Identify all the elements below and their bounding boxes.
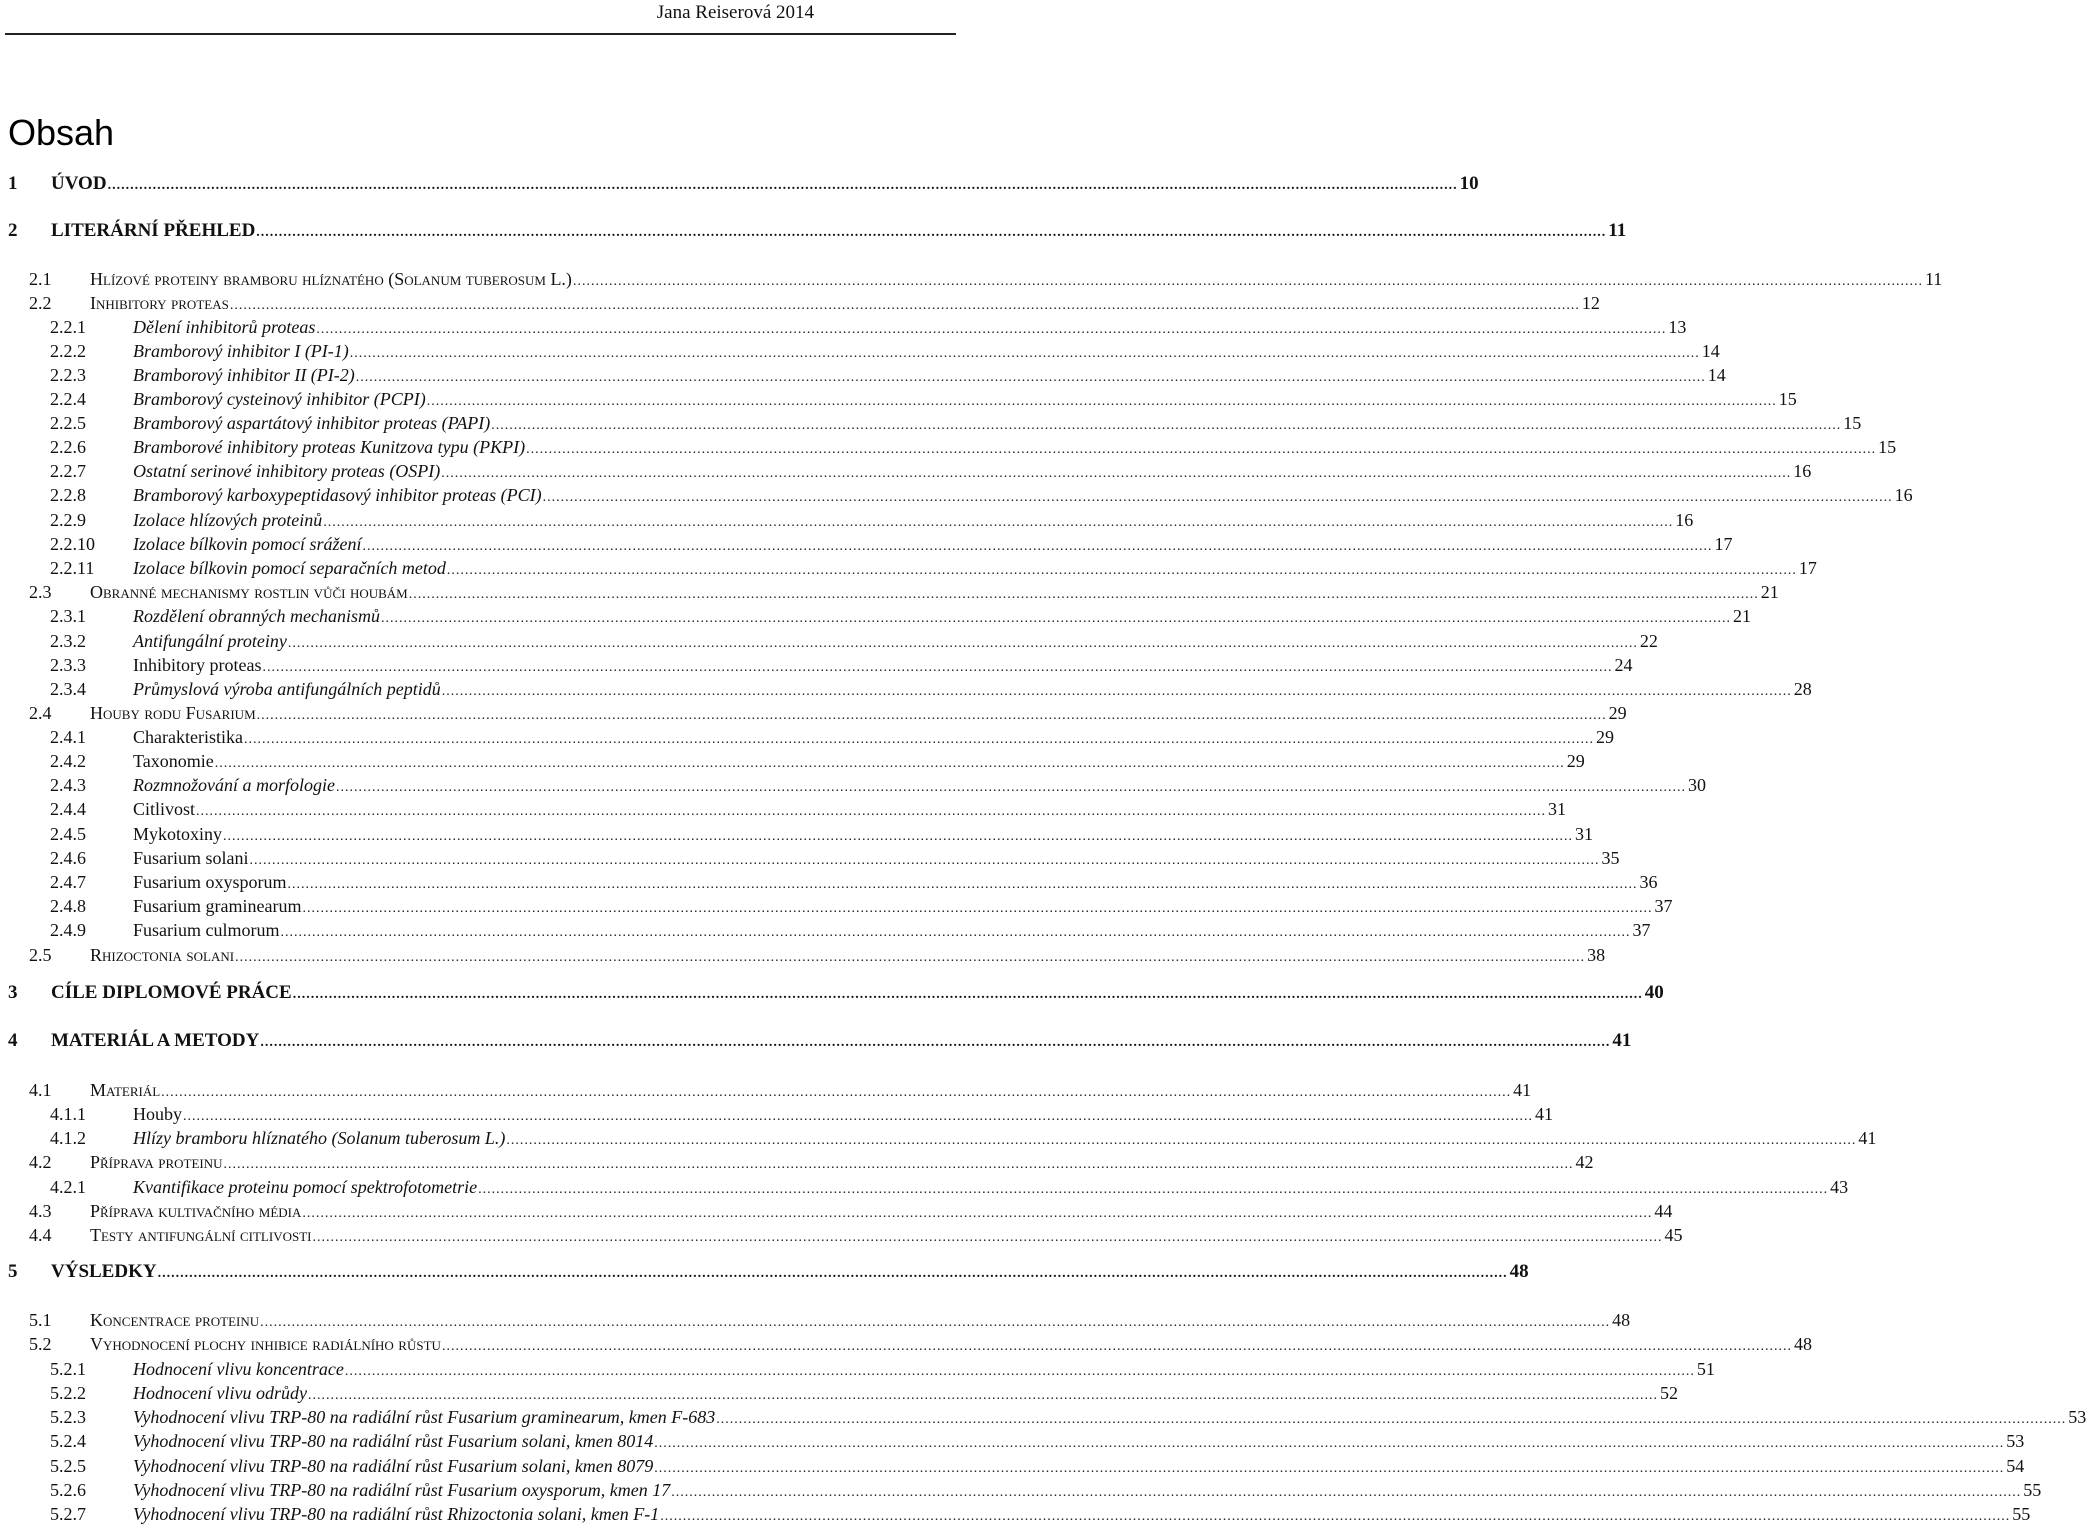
toc-entry-page: 11: [1608, 220, 1627, 241]
toc-entry-title: Ostatní serinové inhibitory proteas (OSPI): [133, 461, 441, 481]
toc-entry-page: 36: [1639, 872, 1658, 892]
toc-entry-number: 2.2.2: [50, 341, 86, 361]
toc-leader-dots: ............................................................................................................................................................................................................................................................................................................: [316, 322, 1667, 337]
toc-entry-page: 53: [2006, 1431, 2025, 1451]
toc-leader-dots: ............................................................................................................................................................................................................................................................................................................: [223, 829, 1574, 844]
toc-leader-dots: ............................................................................................................................................................................................................................................................................................................: [716, 1412, 2067, 1427]
toc-entry-number: 2.4.5: [50, 824, 86, 844]
toc-entry-page: 54: [2006, 1456, 2025, 1476]
toc-entry-number: 2.4: [29, 703, 52, 723]
toc-entry-number: 5.2.2: [50, 1383, 86, 1403]
toc-leader-dots: ............................................................................................................................................................................................................................................................................................................: [302, 1206, 1653, 1221]
toc-entry-number: 2.2.11: [50, 558, 95, 578]
toc-entry[interactable]: [0, 267, 1943, 291]
toc-entry-page: 12: [1581, 293, 1600, 313]
header-rule: [5, 33, 956, 35]
toc-entry-title: Rozdělení obranných mechanismů: [133, 606, 380, 626]
toc-leader-dots: ............................................................................................................................................................................................................................................................................................................: [344, 1364, 1695, 1379]
toc-entry-title: Příprava proteinu: [90, 1152, 223, 1172]
toc-entry-page: 29: [1595, 727, 1614, 747]
toc-leader-dots: ............................................................................................................................................................................................................................................................................................................: [183, 1109, 1533, 1124]
toc-entry[interactable]: [0, 701, 1627, 725]
toc-entry-title: Vyhodnocení vlivu TRP-80 na radiální růst Fusarium solani, kmen 8079: [133, 1456, 654, 1476]
toc-entry[interactable]: [0, 749, 1585, 773]
toc-leader-dots: ............................................................................................................................................................................................................................................................................................................: [302, 901, 1653, 916]
toc-entry-number: 2.3.2: [50, 631, 86, 651]
toc-leader-dots: ............................................................................................................................................................................................................................................................................................................: [223, 1157, 1574, 1172]
toc-entry-number: 5.2.6: [50, 1480, 86, 1500]
toc-entry-page: 40: [1644, 982, 1664, 1003]
toc-entry[interactable]: [0, 981, 1664, 1005]
toc-entry-number: 2.3.1: [50, 606, 86, 626]
toc-entry-page: 29: [1566, 751, 1585, 771]
toc-entry-number: 5.2.1: [50, 1359, 86, 1379]
toc-entry[interactable]: [0, 1381, 1678, 1405]
toc-leader-dots: ............................................................................................................................................................................................................................................................................................................: [506, 1133, 1857, 1148]
toc-entry-page: 35: [1601, 848, 1620, 868]
toc-entry[interactable]: [0, 677, 1812, 701]
toc-leader-dots: ............................................................................................................................................................................................................................................................................................................: [654, 1436, 2005, 1451]
toc-leader-dots: ............................................................................................................................................................................................................................................................................................................: [235, 950, 1586, 965]
toc-entry-page: 17: [1714, 534, 1733, 554]
toc-entry[interactable]: [0, 339, 1720, 363]
toc-leader-dots: ............................................................................................................................................................................................................................................................................................................: [229, 298, 1580, 313]
toc-leader-dots: ............................................................................................................................................................................................................................................................................................................: [336, 780, 1686, 795]
page-title: Obsah: [8, 112, 115, 153]
toc-entry[interactable]: [0, 604, 1751, 628]
toc-entry[interactable]: [0, 894, 1673, 918]
toc-leader-dots: ............................................................................................................................................................................................................................................................................................................: [441, 466, 1792, 481]
toc-entry-title: Bramborový inhibitor I (PI-1): [133, 341, 349, 361]
toc-entry-number: 5.2.5: [50, 1456, 86, 1476]
toc-entry[interactable]: [0, 172, 1479, 196]
toc-entry-title: Hodnocení vlivu odrůdy: [133, 1383, 307, 1403]
toc-entry-title: Inhibitory proteas: [90, 293, 229, 313]
toc-entry-number: 2.5: [29, 945, 52, 965]
toc-entry-title: Vyhodnocení vlivu TRP-80 na radiální růst Rhizoctonia solani, kmen F-1: [133, 1504, 660, 1524]
toc-entry-number: 2.4.7: [50, 872, 86, 892]
toc-leader-dots: ............................................................................................................................................................................................................................................................................................................: [107, 178, 1458, 193]
toc-entry-number: 2.1: [29, 269, 52, 289]
toc-entry-page: 16: [1793, 461, 1812, 481]
page-header: Jana Reiserová 2014: [656, 2, 814, 23]
toc-entry-title: Testy antifungální citlivosti: [90, 1225, 312, 1245]
toc-entry[interactable]: [0, 1260, 1529, 1284]
toc-entry-number: 2.3: [29, 582, 52, 602]
toc-entry-number: 2.2.7: [50, 461, 86, 481]
toc-entry[interactable]: [0, 918, 1651, 942]
toc-leader-dots: ............................................................................................................................................................................................................................................................................................................: [214, 756, 1565, 771]
toc-leader-dots: ............................................................................................................................................................................................................................................................................................................: [380, 611, 1731, 626]
toc-entry[interactable]: [0, 1332, 1812, 1356]
toc-entry[interactable]: [0, 1429, 2025, 1453]
toc-entry-number: 5: [8, 1261, 18, 1282]
toc-entry-number: 2.3.4: [50, 679, 86, 699]
toc-entry[interactable]: [0, 725, 1614, 749]
toc-entry-page: 21: [1732, 606, 1751, 626]
toc-entry-number: 2.4.1: [50, 727, 86, 747]
toc-leader-dots: ............................................................................................................................................................................................................................................................................................................: [491, 418, 1842, 433]
toc-leader-dots: ............................................................................................................................................................................................................................................................................................................: [572, 274, 1923, 289]
toc-entry-page: 10: [1459, 173, 1479, 194]
toc-leader-dots: ............................................................................................................................................................................................................................................................................................................: [287, 636, 1638, 651]
toc-entry-number: 2.2.9: [50, 510, 86, 530]
toc-entry-page: 30: [1688, 775, 1706, 795]
toc-entry[interactable]: [0, 943, 1606, 967]
toc-leader-dots: ............................................................................................................................................................................................................................................................................................................: [362, 539, 1713, 554]
toc-entry-title: Koncentrace proteinu: [90, 1310, 260, 1330]
toc-leader-dots: ............................................................................................................................................................................................................................................................................................................: [256, 708, 1607, 723]
toc-entry-page: 17: [1798, 558, 1817, 578]
toc-entry-title: Bramborový inhibitor II (PI-2): [133, 365, 355, 385]
toc-leader-dots: ............................................................................................................................................................................................................................................................................................................: [478, 1182, 1829, 1197]
toc-entry-title: Bramborový karboxypeptidasový inhibitor proteas (PCI): [133, 485, 542, 505]
toc-entry-page: 37: [1654, 896, 1673, 916]
toc-entry-title: Taxonomie: [133, 751, 214, 771]
toc-entry-page: 41: [1535, 1104, 1553, 1124]
toc-entry[interactable]: [0, 1478, 2042, 1502]
toc-entry[interactable]: [0, 387, 1797, 411]
toc-entry[interactable]: [0, 1102, 1553, 1126]
toc-entry-page: 16: [1675, 510, 1694, 530]
toc-entry-number: 4.2.1: [50, 1177, 86, 1197]
toc-entry-number: 5.1: [29, 1310, 52, 1330]
toc-entry-number: 2.3.3: [50, 655, 86, 675]
toc-entry-number: 2.2.5: [50, 413, 86, 433]
toc-entry-title: Fusarium oxysporum: [133, 872, 287, 892]
toc-entry[interactable]: [0, 1357, 1715, 1381]
toc-leader-dots: ............................................................................................................................................................................................................................................................................................................: [256, 225, 1607, 240]
toc-entry-page: 11: [1924, 269, 1943, 289]
toc-entry-number: 2.2.6: [50, 437, 86, 457]
toc-entry-title: Houby rodu Fusarium: [90, 703, 256, 723]
toc-entry[interactable]: [0, 291, 1600, 315]
toc-entry-title: Kvantifikace proteinu pomocí spektrofotometrie: [133, 1177, 478, 1197]
toc-leader-dots: ............................................................................................................................................................................................................................................................................................................: [307, 1388, 1658, 1403]
toc-leader-dots: ............................................................................................................................................................................................................................................................................................................: [349, 346, 1700, 361]
toc-entry-number: 2.4.8: [50, 896, 86, 916]
toc-entry[interactable]: [0, 629, 1658, 653]
toc-entry-page: 14: [1701, 341, 1720, 361]
toc-leader-dots: ............................................................................................................................................................................................................................................................................................................: [287, 877, 1638, 892]
toc-entry-title: Inhibitory proteas: [133, 655, 262, 675]
toc-entry-number: 2: [8, 220, 18, 241]
toc-entry-title: Izolace hlízových proteinů: [133, 510, 323, 530]
toc-leader-dots: ............................................................................................................................................................................................................................................................................................................: [260, 1035, 1611, 1050]
toc-entry-page: 22: [1639, 631, 1658, 651]
toc-leader-dots: ............................................................................................................................................................................................................................................................................................................: [441, 684, 1792, 699]
toc-entry[interactable]: [0, 822, 1594, 846]
toc-entry[interactable]: [0, 1078, 1532, 1102]
toc-entry-number: 2.2.4: [50, 389, 86, 409]
toc-entry-title: Charakteristika: [133, 727, 243, 747]
toc-entry-number: 5.2.3: [50, 1407, 86, 1427]
toc-entry[interactable]: [0, 1502, 2031, 1526]
toc-entry-title: Izolace bílkovin pomocí separačních metod: [133, 558, 446, 578]
toc-entry-page: 13: [1668, 317, 1687, 337]
toc-entry-page: 41: [1612, 1030, 1632, 1051]
toc-entry-title: Houby: [133, 1104, 182, 1124]
toc-entry-title: Vyhodnocení plochy inhibice radiálního růstu: [90, 1334, 441, 1354]
toc-entry[interactable]: [0, 532, 1733, 556]
toc-entry-title: Bramborové inhibitory proteas Kunitzova typu (PKPI): [133, 437, 526, 457]
toc-entry-title: Rozmnožování a morfologie: [133, 775, 335, 795]
toc-entry-number: 4.1.1: [50, 1104, 86, 1124]
toc-entry-page: 24: [1614, 655, 1633, 675]
toc-leader-dots: ............................................................................................................................................................................................................................................................................................................: [408, 587, 1759, 602]
toc-entry-title: Citlivost: [133, 799, 196, 819]
toc-entry-title: Rhizoctonia solani: [90, 945, 235, 965]
toc-leader-dots: ............................................................................................................................................................................................................................................................................................................: [671, 1485, 2022, 1500]
toc-entry[interactable]: [0, 556, 1817, 580]
toc-entry[interactable]: [0, 363, 1726, 387]
toc-entry-title: Hlízy bramboru hlíznatého (Solanum tuberosum L.): [133, 1128, 506, 1148]
toc-leader-dots: ............................................................................................................................................................................................................................................................................................................: [542, 490, 1893, 505]
toc-entry-number: 4.1.2: [50, 1128, 86, 1148]
toc-entry-page: 15: [1778, 389, 1797, 409]
toc-entry-number: 3: [8, 982, 18, 1003]
toc-entry-title: Obranné mechanismy rostlin vůči houbám: [90, 582, 408, 602]
toc-entry[interactable]: [0, 870, 1658, 894]
toc-entry[interactable]: [0, 483, 1913, 507]
toc-entry-page: 29: [1608, 703, 1627, 723]
toc-leader-dots: ............................................................................................................................................................................................................................................................................................................: [323, 515, 1674, 530]
toc-entry[interactable]: [0, 1029, 1632, 1053]
toc-entry-number: 5.2: [29, 1334, 52, 1354]
toc-entry-page: 21: [1760, 582, 1779, 602]
toc-leader-dots: ............................................................................................................................................................................................................................................................................................................: [355, 370, 1706, 385]
toc-entry-page: 48: [1793, 1334, 1812, 1354]
toc-entry-number: 2.4.3: [50, 775, 86, 795]
toc-entry-number: 5.2.7: [50, 1504, 86, 1524]
toc-entry[interactable]: [0, 508, 1694, 532]
toc-entry[interactable]: [0, 459, 1812, 483]
toc-entry-number: 4.4: [29, 1225, 52, 1245]
toc-leader-dots: ............................................................................................................................................................................................................................................................................................................: [280, 925, 1631, 940]
toc-entry-title: Bramborový aspartátový inhibitor proteas (PAPI): [133, 413, 491, 433]
toc-entry-page: 31: [1548, 799, 1567, 819]
toc-entry-title: Průmyslová výroba antifungálních peptidů: [133, 679, 441, 699]
toc-entry-title: Fusarium solani: [133, 848, 249, 868]
toc-entry-number: 2.4.9: [50, 920, 86, 940]
toc-leader-dots: ............................................................................................................................................................................................................................................................................................................: [260, 1315, 1611, 1330]
toc-entry-number: 5.2.4: [50, 1431, 86, 1451]
toc-entry-number: 2.2: [29, 293, 52, 313]
toc-entry-number: 4.1: [29, 1080, 52, 1100]
toc-entry-page: 55: [2012, 1504, 2031, 1524]
toc-entry-title: MATERIÁL A METODY: [51, 1030, 260, 1051]
toc-entry-page: 14: [1707, 365, 1726, 385]
toc-leader-dots: ............................................................................................................................................................................................................................................................................................................: [654, 1461, 2005, 1476]
toc-entry-title: Dělení inhibitorů proteas: [133, 317, 316, 337]
toc-entry-page: 37: [1632, 920, 1651, 940]
toc-entry-page: 15: [1843, 413, 1862, 433]
toc-leader-dots: ............................................................................................................................................................................................................................................................................................................: [249, 853, 1600, 868]
toc-entry-title: Vyhodnocení vlivu TRP-80 na radiální růst Fusarium solani, kmen 8014: [133, 1431, 654, 1451]
toc-entry-page: 48: [1509, 1261, 1529, 1282]
toc-entry-page: 28: [1793, 679, 1812, 699]
toc-entry-page: 45: [1664, 1225, 1683, 1245]
toc-leader-dots: ............................................................................................................................................................................................................................................................................................................: [157, 1266, 1508, 1281]
toc-entry[interactable]: [0, 1454, 2025, 1478]
toc-entry[interactable]: [0, 580, 1779, 604]
toc-leader-dots: ............................................................................................................................................................................................................................................................................................................: [196, 804, 1547, 819]
toc-entry-number: 2.2.1: [50, 317, 86, 337]
toc-leader-dots: ............................................................................................................................................................................................................................................................................................................: [441, 1339, 1792, 1354]
toc-leader-dots: ............................................................................................................................................................................................................................................................................................................: [262, 660, 1613, 675]
toc-entry-page: 52: [1659, 1383, 1678, 1403]
toc-entry-title: Vyhodnocení vlivu TRP-80 na radiální růst Fusarium oxysporum, kmen 17: [133, 1480, 671, 1500]
toc-entry-title: Bramborový cysteinový inhibitor (PCPI): [133, 389, 426, 409]
toc-entry[interactable]: [0, 411, 1862, 435]
toc-entry-number: 2.4.4: [50, 799, 86, 819]
toc-entry-page: 31: [1575, 824, 1594, 844]
toc-entry-number: 1: [8, 173, 18, 194]
toc-entry-number: 2.2.8: [50, 485, 86, 505]
toc-entry-title: Antifungální proteiny: [133, 631, 287, 651]
toc-entry-page: 41: [1513, 1080, 1532, 1100]
toc-entry-number: 2.2.3: [50, 365, 86, 385]
toc-entry-page: 51: [1696, 1359, 1715, 1379]
toc-entry-title: VÝSLEDKY: [51, 1261, 157, 1282]
toc-entry-page: 53: [2068, 1407, 2086, 1427]
toc-leader-dots: ............................................................................................................................................................................................................................................................................................................: [312, 1230, 1663, 1245]
toc-entry-page: 55: [2023, 1480, 2042, 1500]
toc-entry[interactable]: [0, 797, 1567, 821]
toc-entry-number: 4: [8, 1030, 18, 1051]
toc-leader-dots: ............................................................................................................................................................................................................................................................................................................: [292, 987, 1643, 1002]
toc-entry-number: 4.2: [29, 1152, 52, 1172]
toc-entry[interactable]: [0, 1150, 1594, 1174]
toc-leader-dots: ............................................................................................................................................................................................................................................................................................................: [526, 442, 1877, 457]
toc-entry-title: Vyhodnocení vlivu TRP-80 na radiální růst Fusarium graminearum, kmen F-683: [133, 1407, 716, 1427]
toc-entry-title: ÚVOD: [51, 173, 107, 194]
toc-entry[interactable]: [0, 1126, 1877, 1150]
toc-entry-title: Fusarium graminearum: [133, 896, 302, 916]
toc-entry-title: Materiál: [90, 1080, 161, 1100]
toc-entry-page: 42: [1575, 1152, 1594, 1172]
toc-entry[interactable]: [0, 1223, 1683, 1247]
toc-entry-page: 15: [1878, 437, 1897, 457]
toc-entry-title: CÍLE DIPLOMOVÉ PRÁCE: [51, 982, 292, 1003]
toc-entry-title: Izolace bílkovin pomocí srážení: [133, 534, 362, 554]
toc-entry-title: Hodnocení vlivu koncentrace: [133, 1359, 344, 1379]
toc-entry[interactable]: [0, 315, 1687, 339]
toc-entry-number: 2.4.2: [50, 751, 86, 771]
toc-leader-dots: ............................................................................................................................................................................................................................................................................................................: [426, 394, 1777, 409]
toc-entry-number: 2.4.6: [50, 848, 86, 868]
toc-entry-page: 41: [1858, 1128, 1877, 1148]
toc-entry[interactable]: [0, 1405, 2086, 1429]
toc-entry-title: Mykotoxiny: [133, 824, 223, 844]
toc-entry[interactable]: [0, 1175, 1849, 1199]
toc-entry-number: 2.2.10: [50, 534, 95, 554]
toc-entry-title: Hlízové proteiny bramboru hlíznatého (Solanum tuberosum L.): [90, 269, 572, 289]
toc-entry[interactable]: [0, 1199, 1673, 1223]
toc-entry-number: 4.3: [29, 1201, 52, 1221]
toc-entry-page: 38: [1587, 945, 1606, 965]
toc-entry-title: Příprava kultivačního média: [90, 1201, 302, 1221]
toc-entry-title: Fusarium culmorum: [133, 920, 280, 940]
toc-entry-title: LITERÁRNÍ PŘEHLED: [51, 220, 256, 241]
toc-entry-page: 48: [1612, 1310, 1631, 1330]
toc-entry-page: 43: [1830, 1177, 1849, 1197]
toc-entry-page: 44: [1654, 1201, 1673, 1221]
toc-entry[interactable]: [0, 773, 1706, 797]
toc-leader-dots: ............................................................................................................................................................................................................................................................................................................: [660, 1509, 2011, 1524]
toc-leader-dots: ............................................................................................................................................................................................................................................................................................................: [446, 563, 1797, 578]
toc-entry[interactable]: [0, 435, 1897, 459]
toc-entry[interactable]: [0, 653, 1633, 677]
toc-entry[interactable]: [0, 1308, 1631, 1332]
toc-entry[interactable]: [0, 846, 1620, 870]
toc-leader-dots: ............................................................................................................................................................................................................................................................................................................: [161, 1085, 1512, 1100]
toc-entry[interactable]: [0, 219, 1627, 243]
toc-leader-dots: ............................................................................................................................................................................................................................................................................................................: [243, 732, 1594, 747]
toc-entry-page: 16: [1894, 485, 1913, 505]
